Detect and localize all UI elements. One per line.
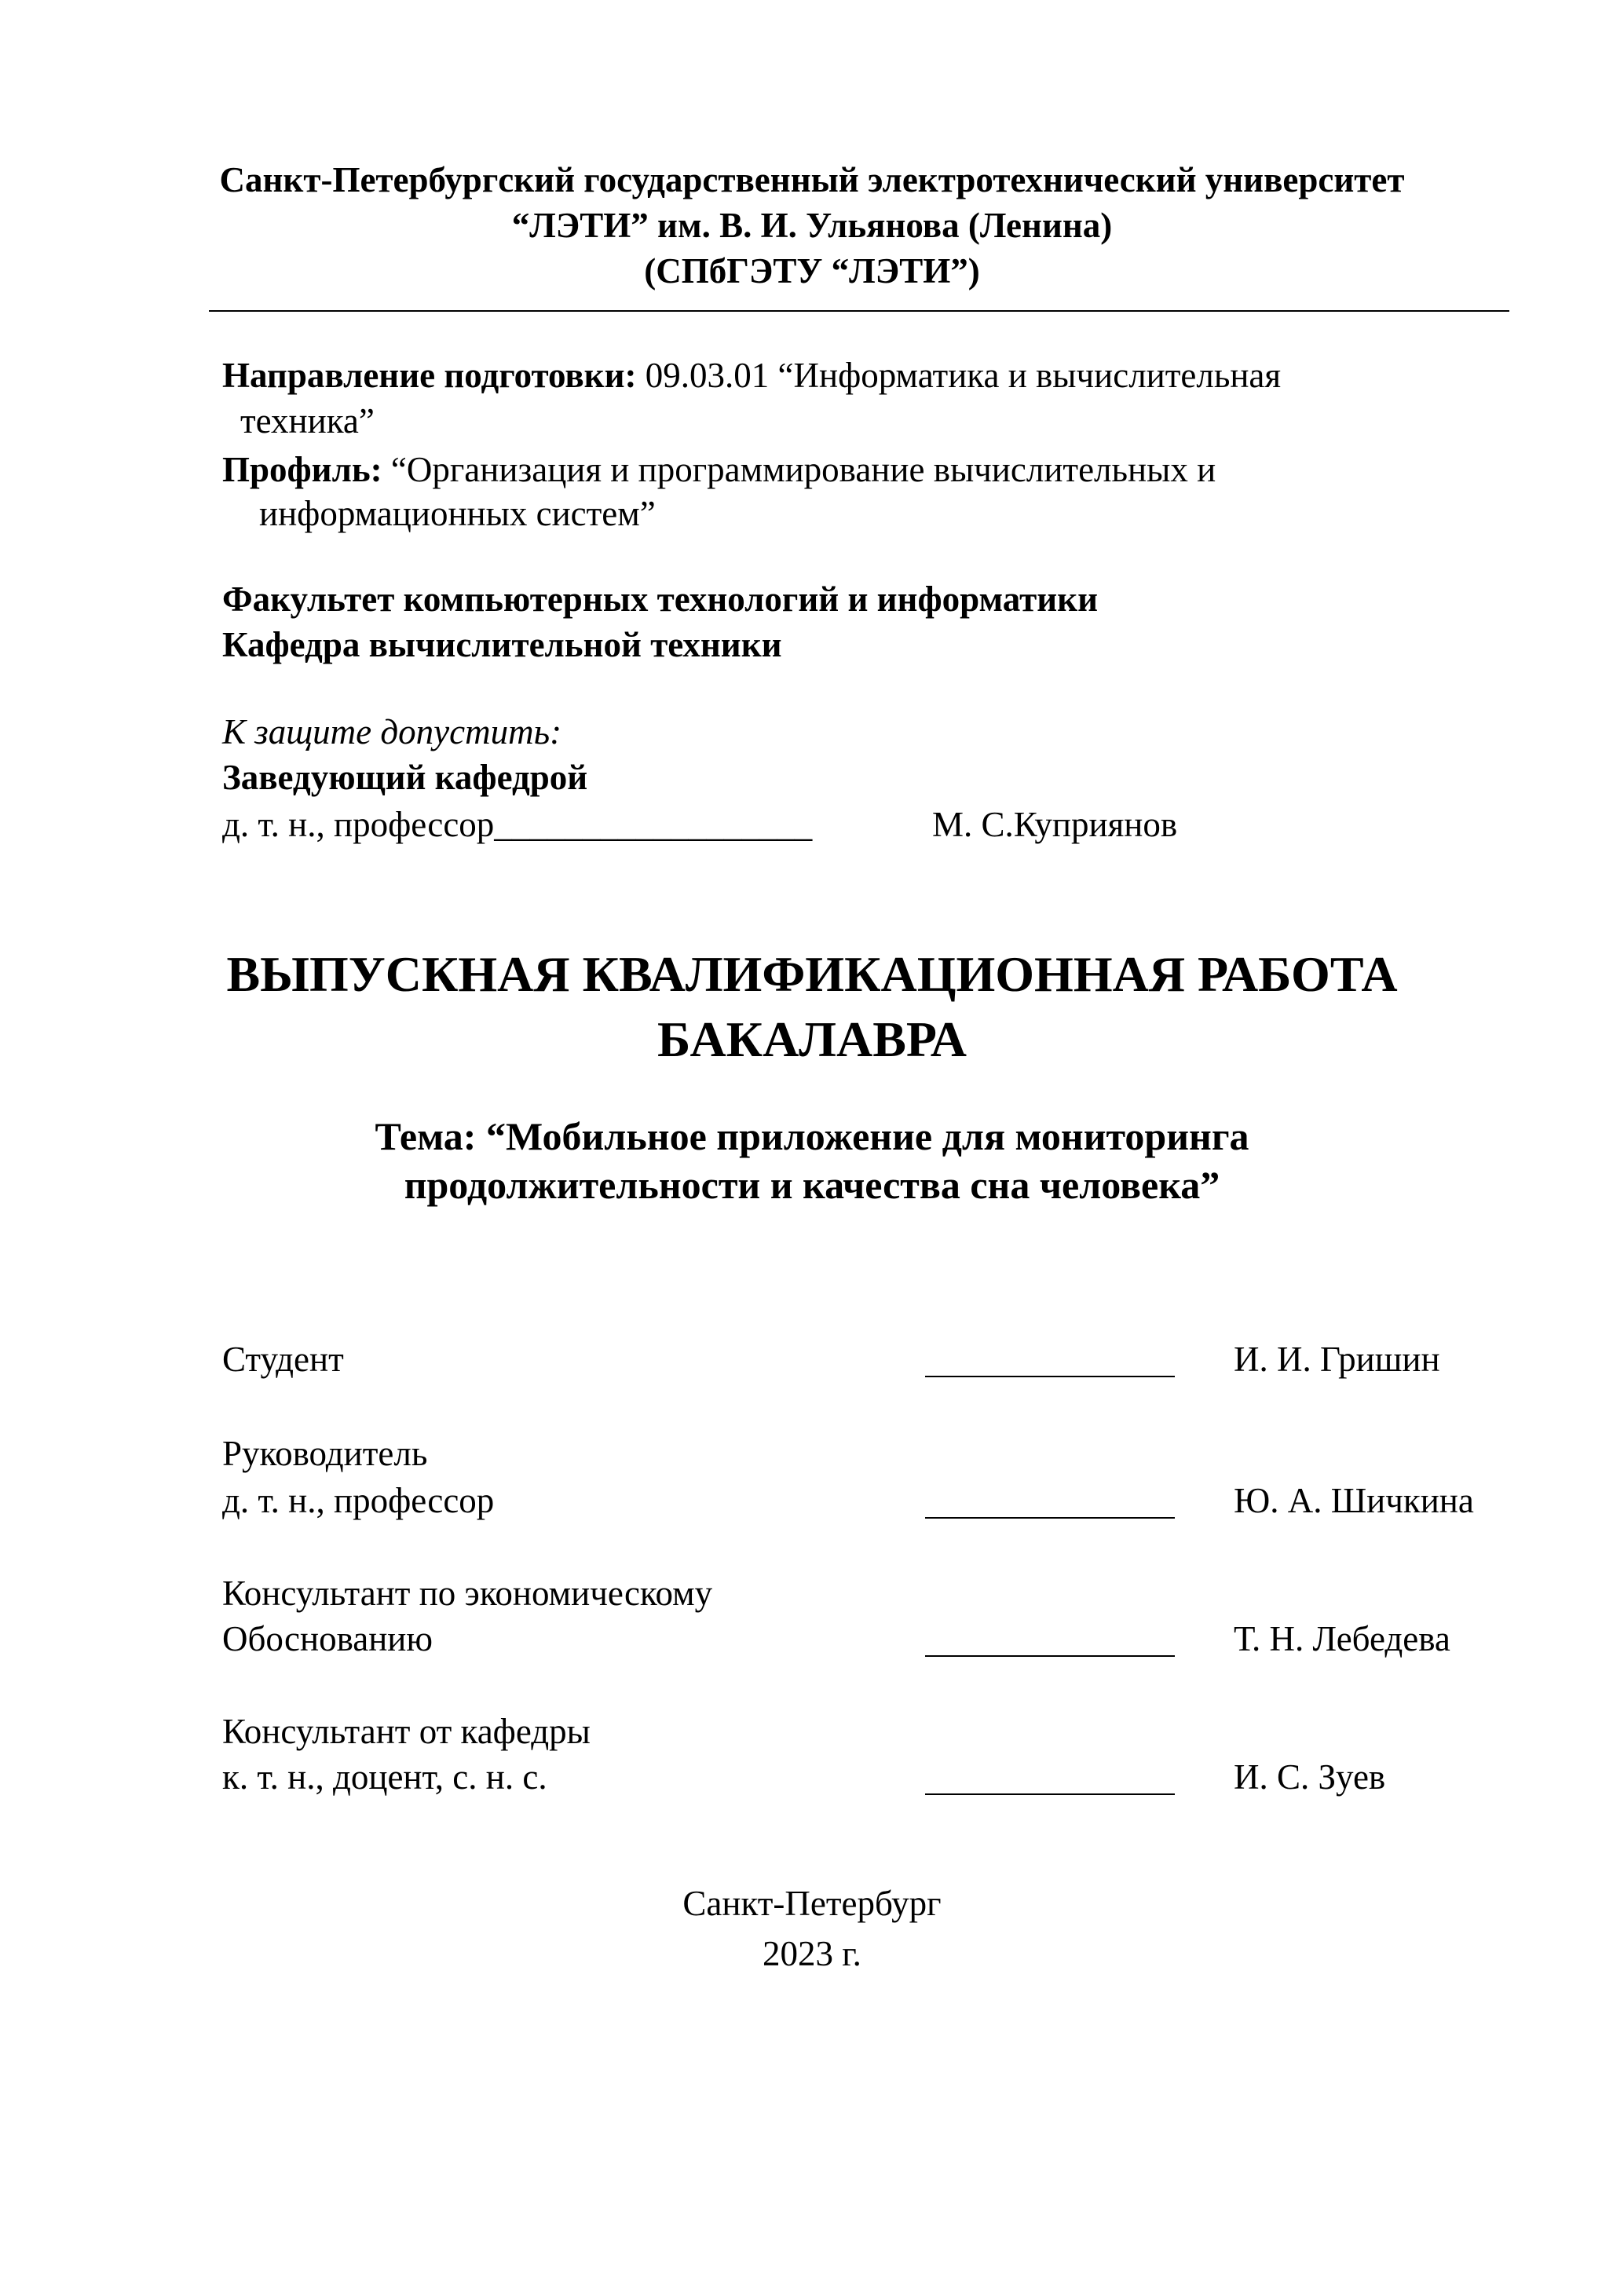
direction-label: Направление подготовки: (222, 356, 637, 395)
city: Санкт-Петербург (682, 1884, 942, 1923)
theme-line2: продолжительности и качества сна человека” (404, 1163, 1220, 1207)
signature-name: Ю. А. Шичкина (1234, 1481, 1474, 1520)
document-title: ВЫПУСКНАЯ КВАЛИФИКАЦИОННАЯ РАБОТА (226, 946, 1398, 1002)
signature-detail: к. т. н., доцент, с. н. с. (222, 1757, 547, 1797)
head-of-department: Заведующий кафедрой (222, 758, 588, 797)
signature-role: Консультант от кафедры (222, 1712, 591, 1751)
signature-line (925, 1376, 1175, 1377)
signature-line (925, 1517, 1175, 1519)
signature-line (925, 1655, 1175, 1657)
head-name: М. С.Куприянов (932, 805, 1178, 844)
faculty: Факультет компьютерных технологий и информатики (222, 579, 1099, 619)
year: 2023 г. (763, 1934, 861, 1973)
direction-cont: техника” (240, 401, 375, 441)
signature-role: Консультант по экономическому (222, 1574, 713, 1613)
direction-line (222, 353, 1281, 398)
profile-value: “Организация и программирование вычислительных и (382, 450, 1216, 489)
signature-line (925, 1793, 1175, 1795)
document-title-line2: БАКАЛАВРА (657, 1011, 967, 1067)
profile-line (222, 447, 1216, 492)
university-name: Санкт-Петербургский государственный электротехнический университет (219, 160, 1405, 199)
profile-cont: информационных систем” (259, 494, 656, 533)
direction-value: 09.03.01 “Информатика и вычислительная (636, 356, 1282, 395)
university-name-line2: “ЛЭТИ” им. В. И. Ульянова (Ленина) (511, 206, 1113, 245)
signature-name: Т. Н. Лебедева (1234, 1619, 1450, 1658)
signature-detail: Обоснованию (222, 1619, 433, 1658)
theme: Тема: “Мобильное приложение для мониторинга (375, 1114, 1249, 1158)
signature-name: И. С. Зуев (1234, 1757, 1386, 1797)
department: Кафедра вычислительной техники (222, 625, 782, 664)
signature-name: И. И. Гришин (1234, 1340, 1440, 1379)
signature-role: Руководитель (222, 1434, 428, 1473)
header-divider (209, 310, 1509, 312)
admit-label: К защите допустить: (222, 712, 562, 751)
signature-role: Студент (222, 1340, 344, 1379)
profile-label: Профиль: (222, 450, 382, 489)
signature-detail: д. т. н., профессор (222, 1481, 495, 1520)
university-abbrev: (СПбГЭТУ “ЛЭТИ”) (644, 251, 980, 291)
head-degree: д. т. н., профессор__________________ (222, 805, 813, 844)
